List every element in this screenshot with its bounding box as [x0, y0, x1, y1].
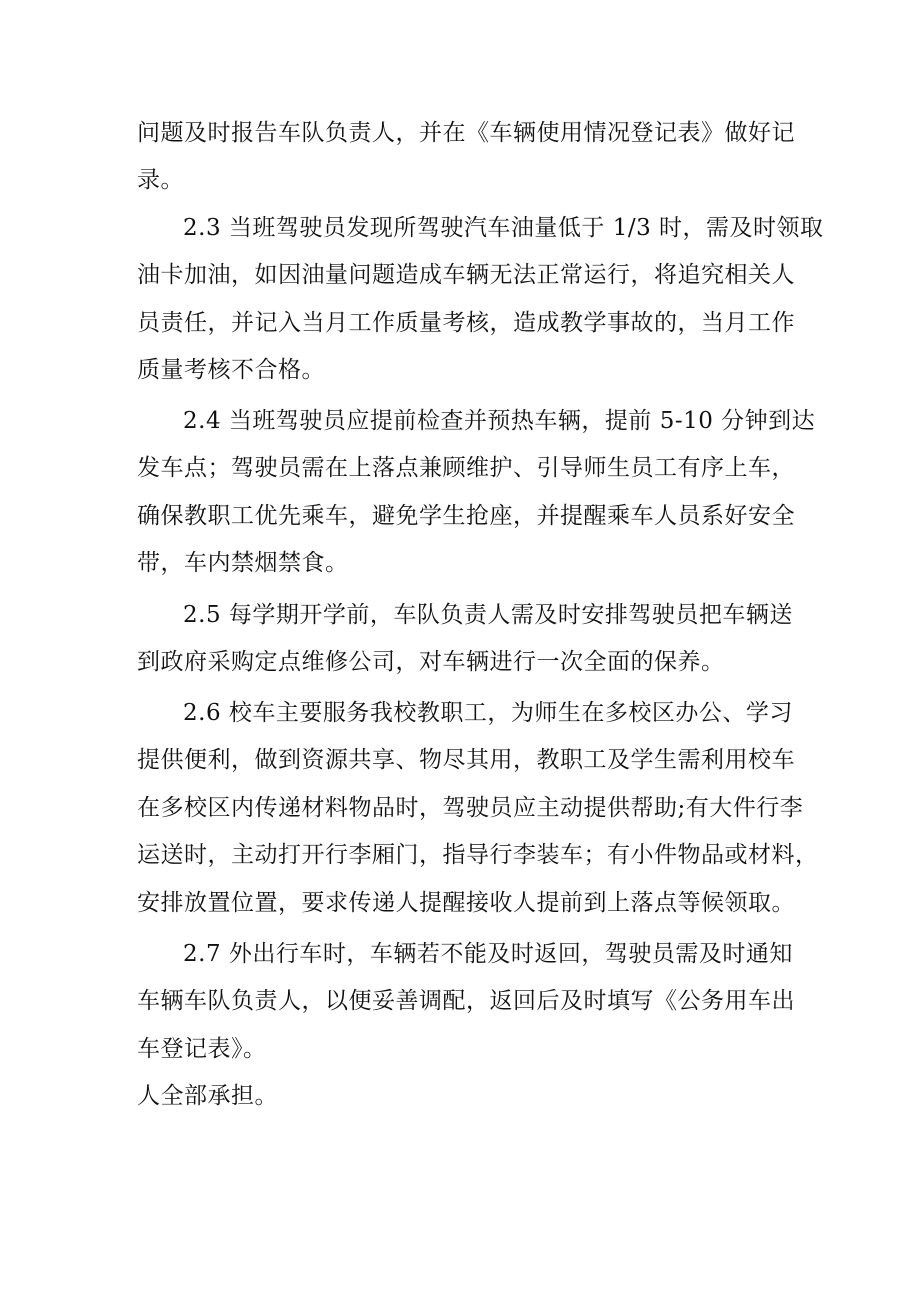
paragraph-2-5-line-1: 2.5 每学期开学前，车队负责人需及时安排驾驶员把车辆送	[183, 602, 793, 628]
paragraph-2-4-line-3: 确保教职工优先乘车，避免学生抢座，并提醒乘车人员系好安全	[137, 503, 795, 529]
paragraph-2-6-line-5: 安排放置位置，要求传递人提醒接收人提前到上落点等候领取。	[137, 890, 795, 916]
paragraph-2-6-line-2: 提供便利，做到资源共享、物尽其用，教职工及学生需利用校车	[137, 747, 795, 773]
text-line-1: 问题及时报告车队负责人，并在《车辆使用情况登记表》做好记	[137, 120, 795, 146]
paragraph-2-4-line-4: 带，车内禁烟禁食。	[137, 550, 349, 576]
paragraph-2-3-line-1: 2.3 当班驾驶员发现所驾驶汽车油量低于 1/3 时，需及时领取	[183, 215, 824, 241]
paragraph-2-4-line-1: 2.4 当班驾驶员应提前检查并预热车辆，提前 5-10 分钟到达	[183, 408, 816, 434]
paragraph-2-3-line-2: 油卡加油，如因油量问题造成车辆无法正常运行，将追究相关人	[137, 262, 795, 288]
paragraph-2-7-line-3: 车登记表》。	[137, 1036, 267, 1062]
paragraph-2-5-line-2: 到政府采购定点维修公司，对车辆进行一次全面的保养。	[137, 649, 725, 675]
paragraph-2-6-line-4: 运送时，主动打开行李厢门，指导行李装车；有小件物品或材料，	[137, 842, 819, 868]
paragraph-2-3-line-3: 员责任，并记入当月工作质量考核，造成教学事故的，当月工作	[137, 310, 795, 336]
text-line-last: 人全部承担。	[137, 1083, 278, 1109]
paragraph-2-3-line-4: 质量考核不合格。	[137, 357, 325, 383]
text-line-2: 录。	[137, 167, 184, 193]
paragraph-2-7-line-2: 车辆车队负责人，以便妥善调配，返回后及时填写《公务用车出	[137, 988, 795, 1014]
paragraph-2-4-line-2: 发车点；驾驶员需在上落点兼顾维护、引导师生员工有序上车，	[137, 455, 795, 481]
paragraph-2-7-line-1: 2.7 外出行车时，车辆若不能及时返回，驾驶员需及时通知	[183, 941, 793, 967]
paragraph-2-6-line-1: 2.6 校车主要服务我校教职工，为师生在多校区办公、学习	[183, 700, 793, 726]
paragraph-2-6-line-3: 在多校区内传递材料物品时，驾驶员应主动提供帮助;有大件行李	[137, 795, 804, 821]
